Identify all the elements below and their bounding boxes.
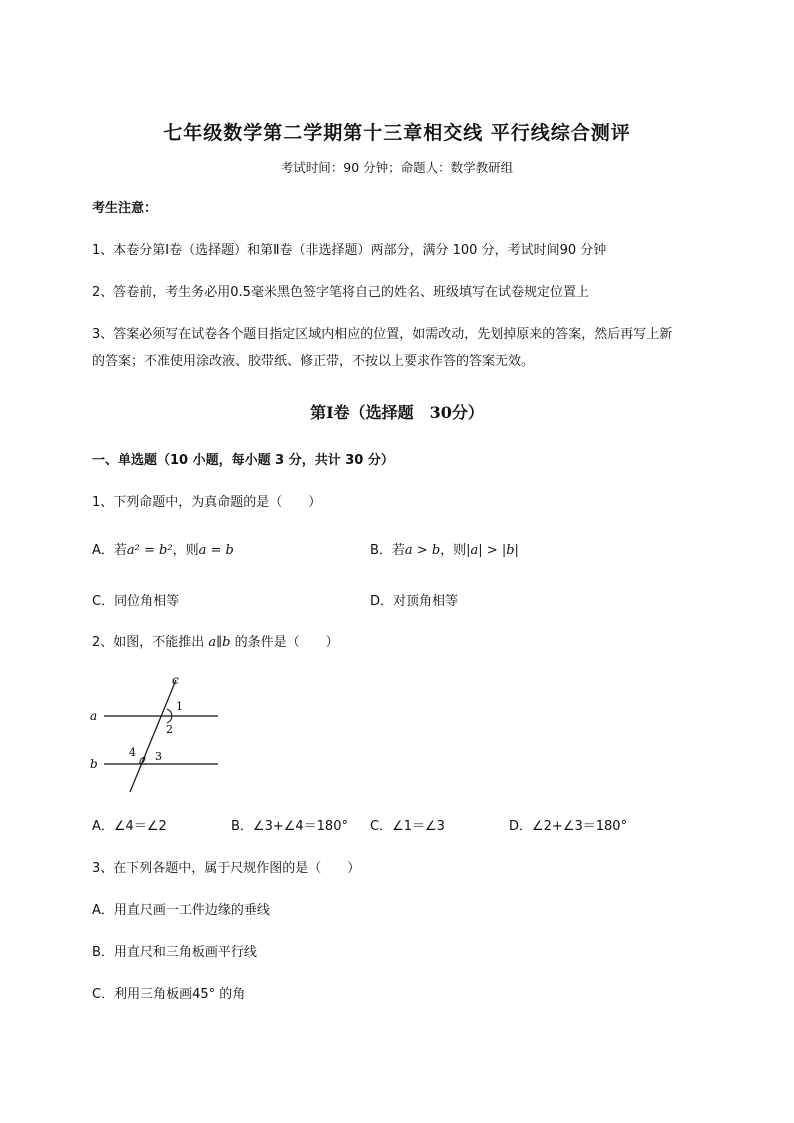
line-c [130, 680, 176, 792]
option-b-connector: ，则 [440, 543, 467, 558]
angle-2-label: 2 [166, 723, 173, 736]
question-2-option-c: C．∠1＝∠3 [370, 819, 445, 834]
angle-1-arc [167, 709, 172, 716]
label-a: a [90, 709, 98, 723]
option-b-condition: a > b [404, 543, 441, 558]
notice-item-2: 2、答卷前，考生务必用0.5毫米黑色签字笔将自己的姓名、班级填写在试卷规定位置上 [92, 285, 589, 300]
option-a-prefix: A．若 [92, 543, 127, 558]
parallel-lines-figure [88, 672, 228, 798]
option-b-result: |a| > |b| [466, 543, 519, 558]
notice-item-1: 1、本卷分第Ⅰ卷（选择题）和第Ⅱ卷（非选择题）两部分，满分 100 分，考试时间90 分钟 [92, 243, 607, 258]
part-one-title: 第Ⅰ卷（选择题 30分） [310, 403, 484, 422]
question-2-option-d: D．∠2+∠3＝180° [509, 819, 628, 834]
question-3-option-c: C．利用三角板画45° 的角 [92, 987, 246, 1002]
option-b-prefix: B．若 [370, 543, 405, 558]
question-1-option-d: D．对顶角相等 [370, 594, 459, 609]
page-title: 七年级数学第二学期第十三章相交线 平行线综合测评 [163, 122, 631, 144]
question-1-option-c: C．同位角相等 [92, 594, 180, 609]
notice-heading: 考生注意： [92, 201, 158, 216]
option-a-connector: ，则 [172, 543, 199, 558]
notice-item-3-line-1: 3、答案必须写在试卷各个题目指定区域内相应的位置，如需改动，先划掉原来的答案，然后再写上新 [92, 327, 673, 342]
angle-1-label: 1 [176, 700, 183, 713]
angle-3-label: 3 [155, 750, 162, 763]
notice-item-3-line-2: 的答案；不准使用涂改液、胶带纸、修正带，不按以上要求作答的答案无效。 [92, 354, 535, 369]
question-3-stem: 3、在下列各题中，属于尺规作图的是（ ） [92, 861, 361, 876]
question-3-option-b: B．用直尺和三角板画平行线 [92, 945, 257, 960]
question-1-option-b [370, 541, 519, 561]
question-2-stem-suffix: 的条件是（ ） [230, 635, 339, 650]
section-heading: 一、单选题（10 小题，每小题 3 分，共计 30 分） [92, 453, 394, 468]
question-1-option-a [92, 541, 234, 561]
question-2-option-b: B．∠3+∠4＝180° [231, 819, 348, 834]
question-2-option-a: A．∠4＝∠2 [92, 819, 167, 834]
question-2-stem-prefix: 2、如图，不能推出 [92, 635, 209, 650]
label-c: c [172, 673, 179, 687]
option-a-result: a = b [198, 543, 234, 558]
question-1-stem: 1、下列命题中，为真命题的是（ ） [92, 495, 322, 510]
option-a-condition: a² = b² [126, 543, 173, 558]
question-2-stem [92, 633, 339, 653]
angle-4-label: 4 [129, 746, 136, 759]
question-3-option-a: A．用直尺画一工件边缘的垂线 [92, 903, 270, 918]
question-2-stem-math: a∥b [208, 635, 231, 650]
angle-2-arc [167, 716, 172, 723]
exam-info: 考试时间：90 分钟；命题人：数学教研组 [280, 160, 514, 175]
label-b: b [90, 757, 98, 771]
